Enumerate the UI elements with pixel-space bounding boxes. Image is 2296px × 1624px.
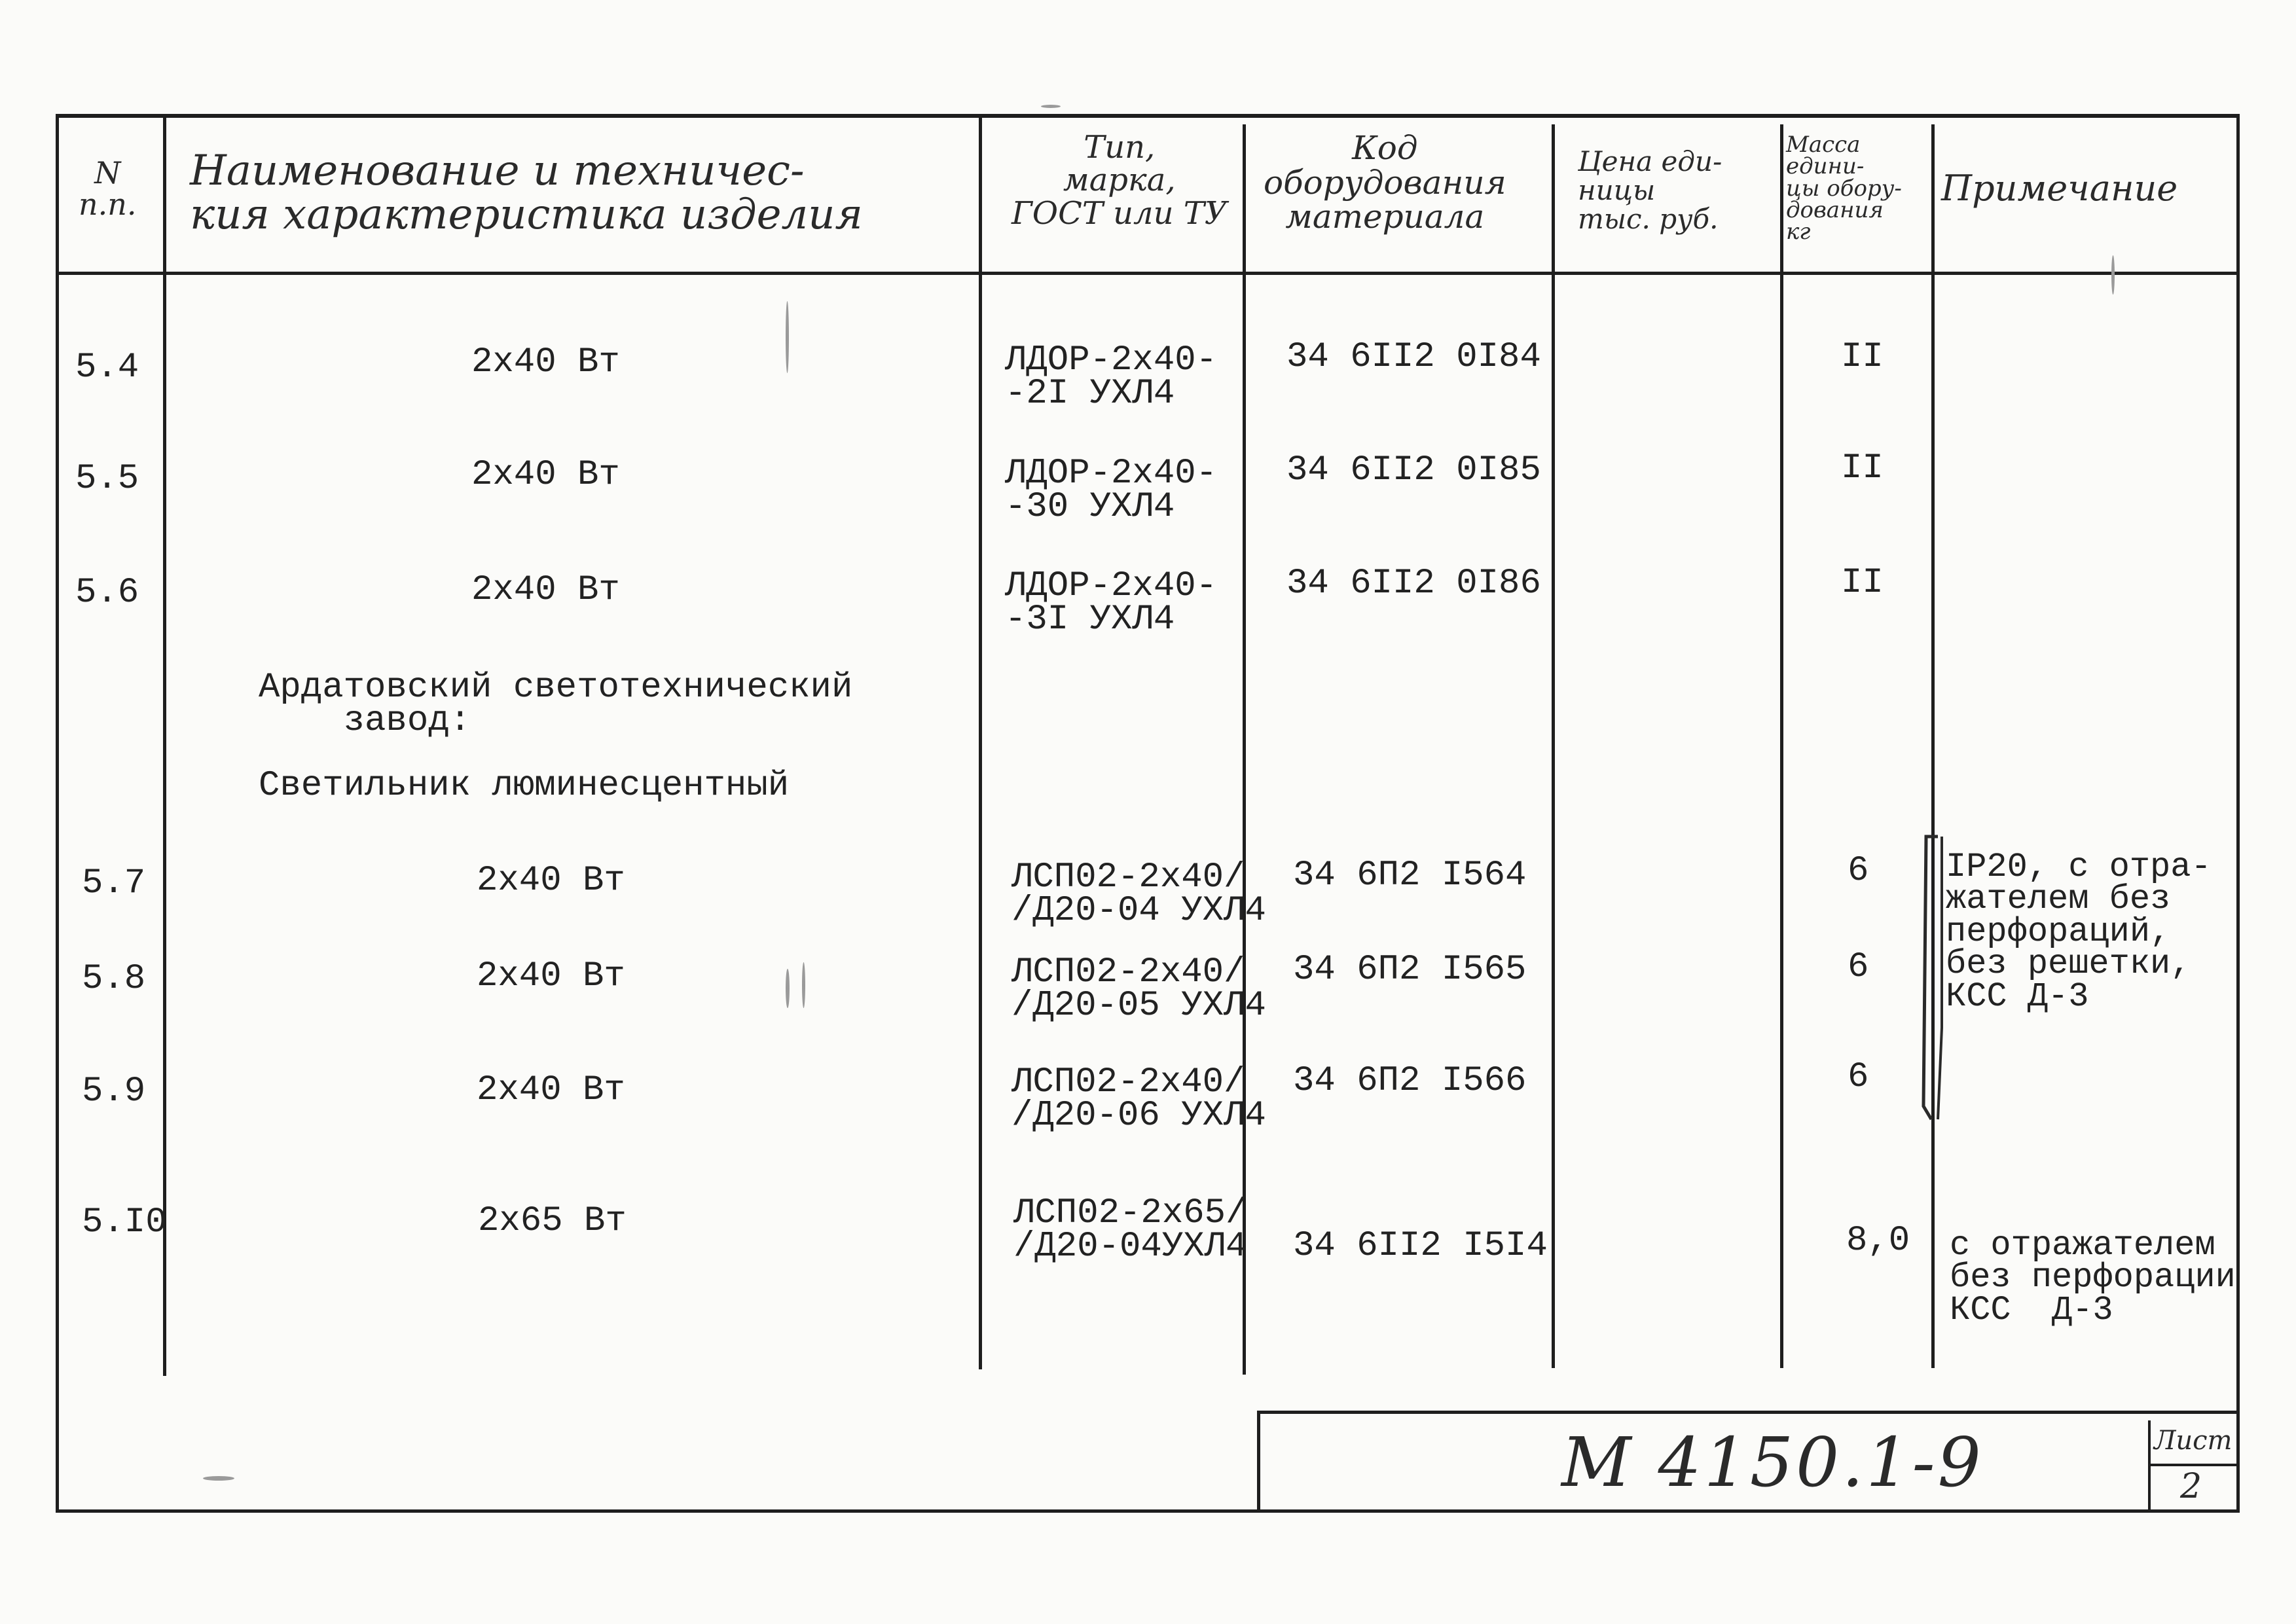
note-row-5-10: с отражателем без перфорации КСС Д-3	[1950, 1226, 2236, 1329]
row-number: 5.4	[75, 348, 139, 388]
frame-left-border	[56, 114, 59, 1512]
note-rows-5-7-to-5-9: IP20, с отра- жателем без перфораций, без решетки, КСС Д-3	[1946, 848, 2212, 1016]
col-divider-code	[1552, 124, 1555, 1368]
row-mass: II	[1841, 448, 1884, 488]
row-name: 2x40 Вт	[471, 455, 620, 495]
row-name: 2x65 Вт	[478, 1201, 627, 1241]
header-mass: Масса едини- цы обору- дования кг	[1786, 132, 1902, 245]
row-code: 34 6П2 I564	[1293, 856, 1527, 895]
manufacturer-heading: Ардатовский светотехнический завод:	[259, 668, 853, 742]
sheet-number: 2	[2180, 1467, 2202, 1506]
table-top-border	[56, 114, 2240, 118]
col-divider-mass	[1931, 124, 1935, 1368]
stamp-sheet-hline	[2148, 1464, 2240, 1466]
row-number: 5.5	[75, 459, 139, 499]
row-type: ЛДОР-2х40- -3I УХЛ4	[1005, 566, 1218, 640]
row-type: ЛДОР-2х40- -30 УХЛ4	[1005, 454, 1218, 528]
scan-speck	[786, 969, 790, 1008]
header-name: Наименование и техничес- кия характеристика изделия	[190, 147, 863, 240]
header-num: N п.п.	[79, 155, 137, 223]
note-bracket	[1912, 831, 1951, 1132]
product-heading: Светильник люминесцентный	[259, 766, 790, 806]
col-divider-name	[979, 114, 982, 1369]
row-number: 5.6	[75, 573, 139, 613]
row-code: 34 6П2 I566	[1293, 1061, 1527, 1101]
scan-speck	[1041, 105, 1061, 108]
header-type: Тип, марка, ГОСТ или ТУ	[1011, 129, 1228, 232]
stamp-top-border	[1257, 1411, 2239, 1414]
row-mass: II	[1841, 563, 1884, 603]
col-divider-num	[163, 114, 166, 1376]
col-divider-type	[1243, 124, 1246, 1375]
row-type: ЛСП02-2х40/ /Д20-04 УХЛ4	[1011, 857, 1266, 931]
row-code: 34 6II2 I5I4	[1293, 1226, 1548, 1266]
stamp-sheet-divider	[2148, 1420, 2151, 1512]
row-code: 34 6II2 0I85	[1286, 450, 1541, 490]
row-name: 2x40 Вт	[477, 861, 625, 901]
row-number: 5.8	[82, 959, 146, 999]
row-name: 2x40 Вт	[477, 1070, 625, 1110]
scan-speck	[203, 1476, 234, 1481]
row-mass: 6	[1848, 1057, 1869, 1097]
row-type: ЛСП02-2х65/ /Д20-04УХЛ4	[1013, 1193, 1247, 1267]
row-mass: II	[1841, 337, 1884, 377]
row-mass: 8,0	[1846, 1221, 1910, 1261]
row-number: 5.7	[82, 863, 146, 903]
sheet-label: Лист	[2154, 1426, 2232, 1456]
scan-speck	[2111, 255, 2115, 295]
header-code: Код оборудования материала	[1264, 129, 1506, 236]
stamp-left-border	[1257, 1411, 1260, 1512]
row-mass: 6	[1848, 947, 1869, 987]
row-name: 2x40 Вт	[471, 570, 620, 610]
document-code: М 4150.1-9	[1561, 1422, 1984, 1502]
row-number: 5.I0	[82, 1202, 167, 1242]
row-code: 34 6П2 I565	[1293, 950, 1527, 990]
row-code: 34 6II2 0I84	[1286, 337, 1541, 377]
row-type: ЛСП02-2х40/ /Д20-05 УХЛ4	[1011, 952, 1266, 1026]
col-divider-price	[1780, 124, 1783, 1368]
header-price: Цена еди- ницы тыс. руб.	[1578, 145, 1722, 236]
row-type: ЛСП02-2х40/ /Д20-06 УХЛ4	[1011, 1062, 1266, 1136]
row-mass: 6	[1848, 851, 1869, 891]
row-name: 2x40 Вт	[477, 956, 625, 996]
row-type: ЛДОР-2х40- -2I УХЛ4	[1005, 340, 1218, 414]
row-number: 5.9	[82, 1072, 146, 1111]
scan-speck	[802, 962, 805, 1008]
frame-bottom-border	[56, 1509, 2240, 1513]
scan-speck	[786, 301, 789, 373]
header-bottom-border	[56, 272, 2240, 275]
header-note: Примечание	[1941, 168, 2178, 209]
row-code: 34 6II2 0I86	[1286, 564, 1541, 604]
frame-right-border	[2236, 114, 2240, 1512]
row-name: 2x40 Вт	[471, 342, 620, 382]
